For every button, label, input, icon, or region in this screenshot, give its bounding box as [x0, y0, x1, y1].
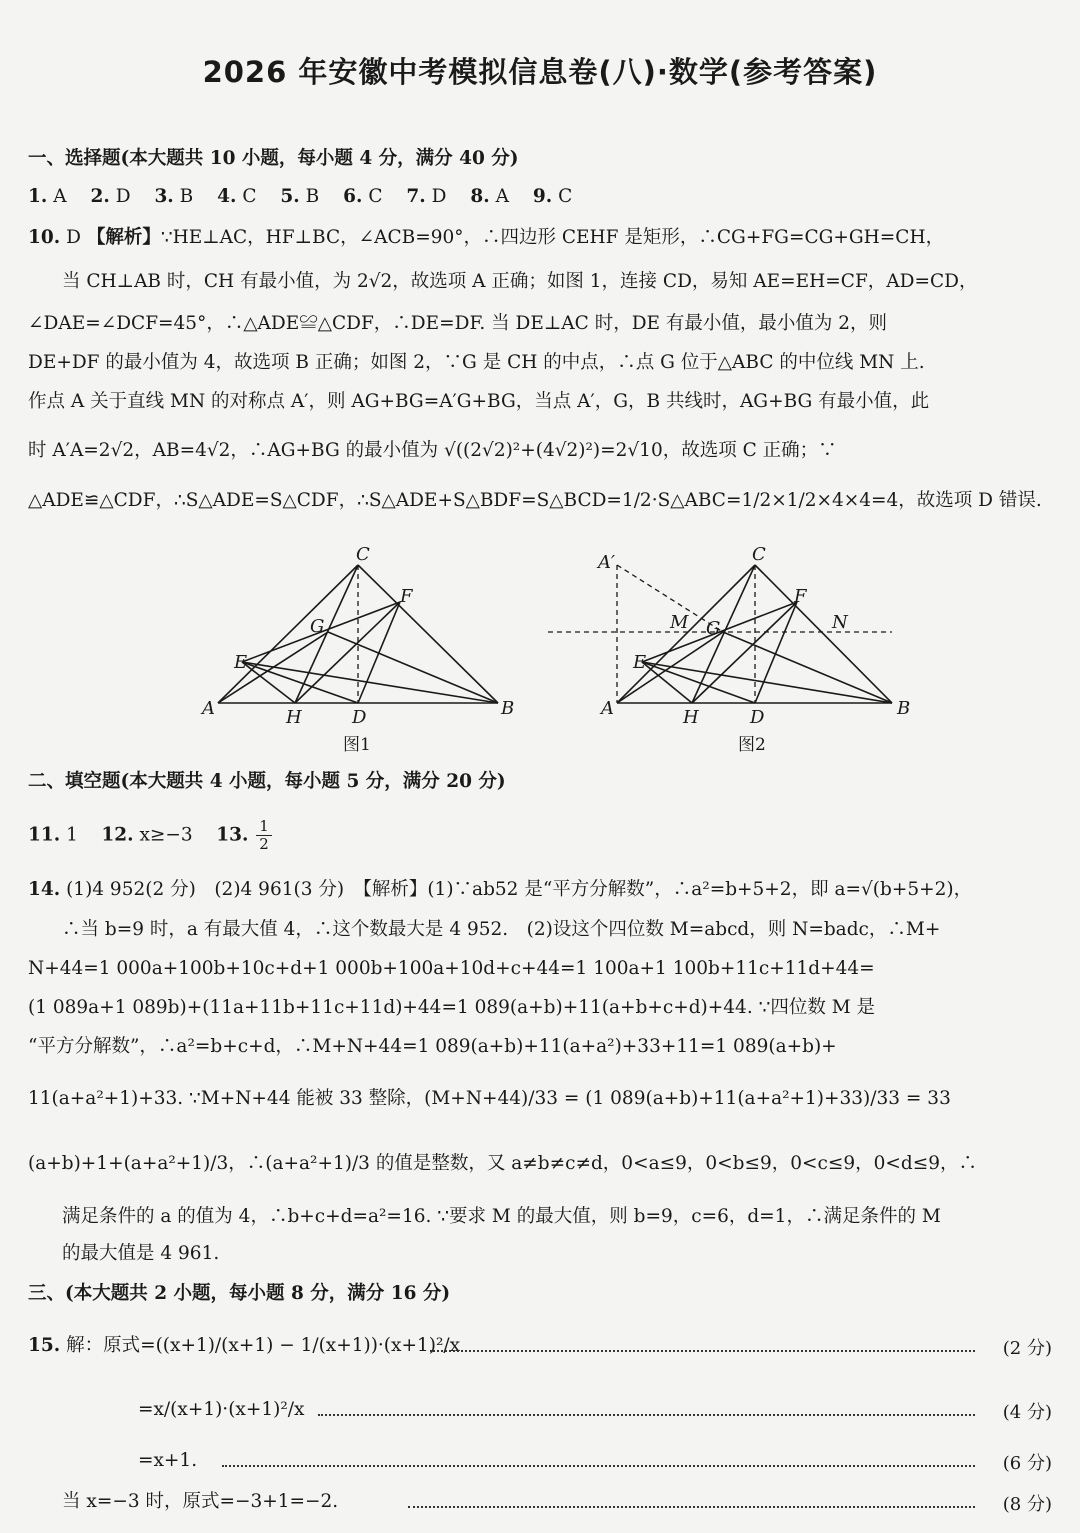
- answer-1: 1. A: [28, 186, 67, 207]
- fig2-label-M: M: [670, 612, 689, 633]
- fig1-segment-CH: [295, 565, 358, 703]
- q10-line-5: 作点 A 关于直线 MN 的对称点 A′，则 AG+BG=A′G+BG，当点 A′，G，B 共线时，AG+BG 有最小值，此: [28, 391, 930, 412]
- fig1-label-F: F: [400, 586, 413, 607]
- answer-3: 3. B: [154, 186, 194, 207]
- fig2-segment-EH: [642, 662, 692, 703]
- q10-line-2: 当 CH⊥AB 时，CH 有最小值，为 2√2，故选项 A 正确；如图 1，连接 CD，易知 AE=EH=CF，AD=CD，: [62, 271, 978, 292]
- q15-step-2: =x/(x+1)·(x+1)²/x: [138, 1399, 305, 1420]
- fig2-segment-CB: [755, 565, 892, 703]
- q15-step-3: =x+1.: [138, 1450, 198, 1471]
- q15-step-4: 当 x=−3 时，原式=−3+1=−2.: [62, 1491, 339, 1512]
- q10-line-3: ∠DAE=∠DCF=45°，∴△ADE≌△CDF，∴DE=DF. 当 DE⊥AC 时，DE 有最小值，最小值为 2，则: [28, 313, 888, 334]
- fill-answers-row: [28, 818, 274, 853]
- section1-heading: 一、选择题(本大题共 10 小题，每小题 4 分，满分 40 分): [28, 148, 519, 169]
- answer-9: 9. C: [532, 186, 573, 207]
- q14-line-3: N+44=1 000a+100b+10c+d+1 000b+100a+10d+c+44=1 100a+1 100b+11c+11d+44=: [28, 958, 875, 979]
- q10-line-4: DE+DF 的最小值为 4，故选项 B 正确；如图 2，∵G 是 CH 的中点，∴点 G 位于△ABC 的中位线 MN 上.: [28, 352, 925, 373]
- q11-number: 11.: [28, 824, 61, 846]
- leader-dots: [318, 1414, 975, 1416]
- section2-heading: 二、填空题(本大题共 4 小题，每小题 5 分，满分 20 分): [28, 771, 506, 792]
- q10-line-7: △ADE≌△CDF，∴S△ADE=S△CDF，∴S△ADE+S△BDF=S△BCD=1/2·S△ABC=1/2×1/2×4×4=4，故选项 D 错误.: [28, 490, 1042, 511]
- fig1-caption: 图1: [343, 735, 371, 755]
- q13-answer-fraction: $\frac{1}{2}$: [256, 818, 272, 853]
- fig2-segment-DF: [755, 602, 797, 703]
- q15-number: 15.: [28, 1335, 61, 1356]
- q10-line-6: 时 A′A=2√2，AB=4√2，∴AG+BG 的最小值为 √((2√2)²+(4√2)²)=2√10，故选项 C 正确；∵: [28, 440, 837, 461]
- q14-number: 14.: [28, 879, 61, 900]
- fig1-segment-CB: [358, 565, 498, 703]
- fig2-caption: 图2: [738, 735, 766, 755]
- fig1-label-H: H: [286, 707, 302, 728]
- fig2-label-C: C: [752, 544, 766, 565]
- q10-tag: 【解析】: [86, 227, 161, 248]
- q14-line-2: ∴当 b=9 时，a 有最大值 4，∴这个数最大是 4 952. (2)设这个四位数 M=abcd，则 N=badc，∴M+: [62, 919, 941, 940]
- fig2-label-A-prime: A′: [598, 552, 616, 573]
- q14-line-5: “平方分解数”，∴a²=b+c+d，∴M+N+44=1 089(a+b)+11(a+a²)+33+11=1 089(a+b)+: [28, 1036, 837, 1057]
- fig2-label-D: D: [750, 707, 765, 728]
- fig2-label-E: E: [633, 652, 647, 673]
- fig1-segment-AC: [218, 565, 358, 703]
- fig1-segment-GB: [328, 632, 498, 703]
- fig1-label-A: A: [202, 698, 215, 719]
- q15-score-2: (4 分): [1002, 1402, 1052, 1423]
- answer-2: 2. D: [90, 186, 131, 207]
- q11-answer: 1: [66, 824, 78, 846]
- fig1-label-B: B: [501, 698, 515, 719]
- fig2-label-F: F: [794, 586, 807, 607]
- fig1-segment-ED: [242, 662, 358, 703]
- fig1-label-C: C: [356, 544, 370, 565]
- figure-1: [200, 544, 514, 755]
- q10-answer: D: [66, 227, 81, 248]
- q10-number: 10.: [28, 227, 61, 248]
- answer-4: 4. C: [217, 186, 257, 207]
- leader-dots: [408, 1506, 975, 1508]
- fig1-segment-DF: [358, 602, 400, 703]
- answer-6: 6. C: [343, 186, 383, 207]
- fig2-label-B: B: [897, 698, 911, 719]
- fig2-label-A: A: [601, 698, 614, 719]
- fig2-label-N: N: [832, 612, 848, 633]
- fig2-segment-EB: [642, 662, 892, 703]
- fig2-segment-GB: [723, 632, 892, 703]
- geometry-figures: [180, 540, 940, 765]
- fig1-segment-EB: [242, 662, 498, 703]
- leader-dots: [430, 1350, 975, 1352]
- section3-heading: 三、(本大题共 2 小题，每小题 8 分，满分 16 分): [28, 1283, 451, 1304]
- q10-line-1: 10. D 【解析】∵HE⊥AC，HF⊥BC，∠ACB=90°，∴四边形 CEHF 是矩形，∴CG+FG=CG+GH=CH，: [28, 227, 945, 248]
- q15-score-1: (2 分): [1002, 1338, 1052, 1359]
- mcq-answers-row: [28, 183, 590, 211]
- leader-dots: [222, 1465, 975, 1467]
- fig2-label-G: G: [706, 618, 721, 639]
- q14-line-7: (a+b)+1+(a+a²+1)/3，∴(a+a²+1)/3 的值是整数，又 a≠b≠c≠d，0<a≤9，0<b≤9，0<c≤9，0<d≤9，∴: [28, 1153, 978, 1174]
- fig1-label-G: G: [310, 616, 325, 637]
- q12-answer: x≥−3: [139, 824, 193, 846]
- answer-5: 5. B: [280, 186, 320, 207]
- q12-number: 12.: [101, 824, 134, 846]
- answer-7: 7. D: [406, 186, 447, 207]
- page-title: 2026 年安徽中考模拟信息卷(八)·数学(参考答案): [202, 55, 878, 89]
- q15-score-4: (8 分): [1002, 1494, 1052, 1515]
- fig1-label-D: D: [352, 707, 367, 728]
- q15-step-1: 15. 解：原式=((x+1)/(x+1) − 1/(x+1))·(x+1)²/x: [28, 1335, 461, 1356]
- q14-line-9: 的最大值是 4 961.: [62, 1243, 220, 1264]
- fig2-segment-AC: [617, 565, 755, 703]
- fig2-label-H: H: [683, 707, 699, 728]
- q14-line-4: (1 089a+1 089b)+(11a+11b+11c+11d)+44=1 089(a+b)+11(a+b+c+d)+44. ∵四位数 M 是: [28, 997, 876, 1018]
- q14-line-8: 满足条件的 a 的值为 4，∴b+c+d=a²=16. ∵要求 M 的最大值，则 b=9，c=6，d=1，∴满足条件的 M: [62, 1206, 941, 1227]
- fig2-segment-CH: [692, 565, 755, 703]
- answer-8: 8. A: [470, 186, 509, 207]
- fig1-label-E: E: [234, 652, 248, 673]
- q14-line-1: 14. (1)4 952(2 分) (2)4 961(3 分) 【解析】(1)∵ab52 是“平方分解数”，∴a²=b+5+2，即 a=√(b+5+2)，: [28, 879, 973, 900]
- q15-score-3: (6 分): [1002, 1453, 1052, 1474]
- q13-number: 13.: [216, 824, 249, 846]
- q14-line-6: 11(a+a²+1)+33. ∵M+N+44 能被 33 整除，(M+N+44)/33 = (1 089(a+b)+11(a+a²+1)+33)/33 = 33: [28, 1088, 951, 1109]
- figure-2: [548, 544, 910, 755]
